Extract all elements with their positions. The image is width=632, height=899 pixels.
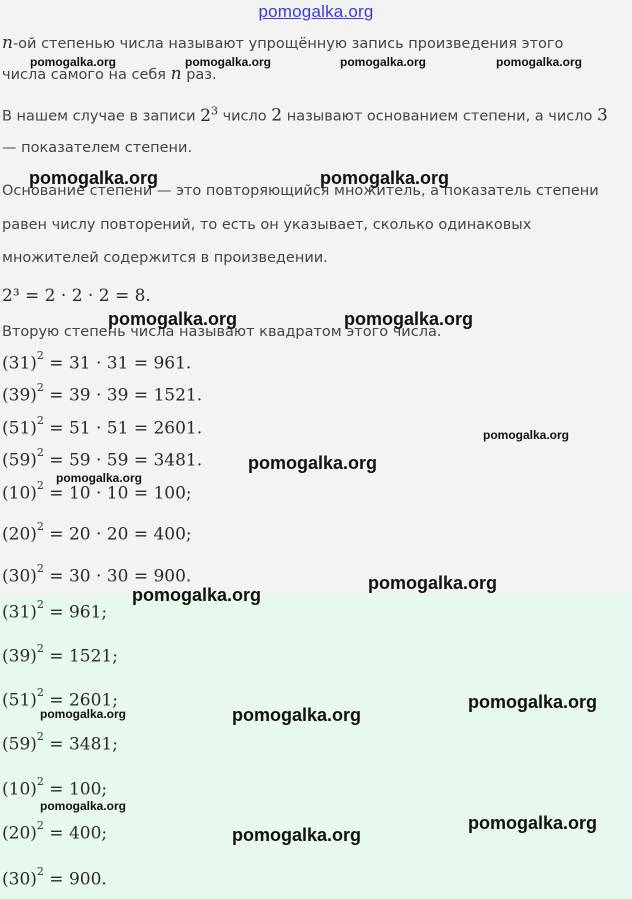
paragraph-2-line-2: — показателем степени. <box>2 140 193 156</box>
watermark-text: pomogalka.org <box>344 309 474 329</box>
paragraph-4: Вторую степень числа называют квадратом этого числа. <box>2 324 442 340</box>
paragraph-3-line-1: Основание степени — это повторяющийся множитель, а показатель степени <box>2 183 599 199</box>
paragraph-1-text-a: числа самого на себя <box>2 67 167 83</box>
math-power-2-3: $2^3$ <box>200 104 218 126</box>
watermark-text: pomogalka.org <box>29 168 159 188</box>
answer-equation-2: $(39)^2 = 1521$; <box>2 642 118 667</box>
math-three: 3 <box>597 105 608 126</box>
watermark-text: pomogalka.org <box>108 309 238 329</box>
work-equation-1: $(31)^2 = 31 \cdot 31 = 961$. <box>2 349 192 374</box>
paragraph-1-text: -ой степенью числа называют упрощённую запись произведения этого <box>12 36 564 52</box>
answer-equation-4: $(59)^2 = 3481$; <box>2 730 118 755</box>
paragraph-2-text-c: называют основанием степени, а число <box>286 108 593 125</box>
paragraph-2-line-1 <box>2 104 608 126</box>
work-equation-4: $(59)^2 = 59 \cdot 59 = 3481$. <box>2 446 203 471</box>
watermark-text: pomogalka.org <box>185 55 272 69</box>
answer-equation-6: $(20)^2 = 400$; <box>2 819 108 844</box>
work-equation-6: $(20)^2 = 20 \cdot 20 = 400$; <box>2 520 192 545</box>
answer-equation-3: $(51)^2 = 2601$; <box>2 686 118 711</box>
watermark-text: pomogalka.org <box>30 55 117 69</box>
watermark-text: pomogalka.org <box>368 573 498 593</box>
watermark-text: pomogalka.org <box>468 813 598 833</box>
watermark-text: pomogalka.org <box>496 55 583 69</box>
paragraph-1-line-1 <box>2 33 563 53</box>
paragraph-2-text-b: число <box>222 108 267 125</box>
answer-equation-5: $(10)^2 = 100$; <box>2 775 108 800</box>
watermark-text: pomogalka.org <box>248 453 378 473</box>
watermark-text: pomogalka.org <box>132 585 262 605</box>
watermark-text: pomogalka.org <box>468 692 598 712</box>
math-n-2: n <box>170 64 182 84</box>
work-equation-5: $(10)^2 = 10 \cdot 10 = 100$; <box>2 479 192 504</box>
watermark-text: pomogalka.org <box>232 825 362 845</box>
watermark-text: pomogalka.org <box>40 707 127 721</box>
paragraph-3-line-3: множителей содержится в произведении. <box>2 250 328 266</box>
watermark-text: pomogalka.org <box>232 705 362 725</box>
answer-equation-7: $(30)^2 = 900$. <box>2 865 107 890</box>
watermark-text: pomogalka.org <box>483 428 570 442</box>
math-two: 2 <box>271 105 283 126</box>
watermark-text: pomogalka.org <box>40 799 127 813</box>
paragraph-1-text-b: раз. <box>186 67 217 83</box>
work-equation-2: $(39)^2 = 39 \cdot 39 = 1521$. <box>2 381 203 406</box>
watermark-text: pomogalka.org <box>56 471 143 485</box>
watermark-text: pomogalka.org <box>340 55 427 69</box>
math-n: n <box>2 33 13 53</box>
paragraph-2-text-a: В нашем случае в записи <box>2 108 196 125</box>
watermark-text: pomogalka.org <box>320 168 450 188</box>
paragraph-3-line-2: равен числу повторений, то есть он указывает, сколько одинаковых <box>2 217 532 233</box>
work-equation-7: $(30)^2 = 30 \cdot 30 = 900$. <box>2 562 192 587</box>
power-example-equation: 2³ = 2 · 2 · 2 = 8. <box>2 286 151 306</box>
site-header-link[interactable]: pomogalka.org <box>258 2 374 21</box>
answer-equation-1: $(31)^2 = 961$; <box>2 598 108 623</box>
work-equation-3: $(51)^2 = 51 \cdot 51 = 2601$. <box>2 414 203 439</box>
